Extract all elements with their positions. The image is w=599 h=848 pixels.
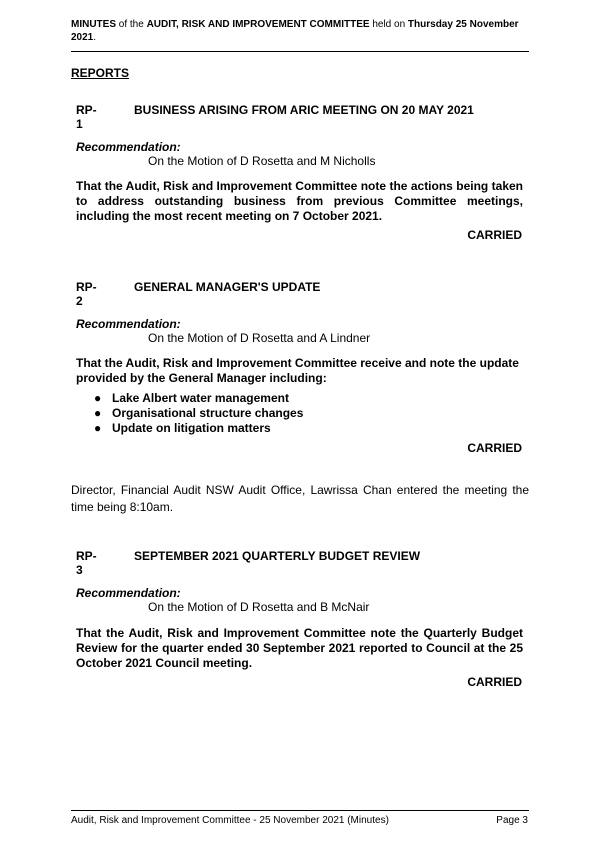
page-header [71,18,529,44]
list-item [94,421,303,436]
motion-text: On the Motion of D Rosetta and M Nicholls [148,154,376,168]
header-period: . [93,32,97,43]
header-divider [71,51,529,52]
header-committee: AUDIT, RISK AND IMPROVEMENT COMMITTEE [146,19,370,30]
recommendation-label: Recommendation: [76,140,181,154]
item-title: SEPTEMBER 2021 QUARTERLY BUDGET REVIEW [134,549,421,563]
item-number: RP-2 [76,280,97,308]
header-held-on: held on [369,19,408,30]
recommendation-label: Recommendation: [76,586,181,600]
list-item-text: Lake Albert water management [112,391,289,405]
motion-text: On the Motion of D Rosetta and B McNair [148,600,370,614]
header-of: of the [116,19,147,30]
recommendation-label: Recommendation: [76,317,181,331]
footer-title: Audit, Risk and Improvement Committee - 25 November 2021 (Minutes) [71,815,389,826]
list-item-text: Update on litigation matters [112,421,271,435]
bullet-icon: ● [94,406,102,420]
item-title: GENERAL MANAGER'S UPDATE [134,280,321,294]
carried-label: CARRIED [467,675,522,689]
bullet-list [94,391,303,436]
header-date: Thursday 25 November 2021 [71,19,519,43]
carried-label: CARRIED [467,441,522,455]
list-item-text: Organisational structure changes [112,406,304,420]
header-minutes: MINUTES [71,19,116,30]
section-title: REPORTS [71,66,130,80]
item-number: RP-1 [76,103,97,131]
item-number: RP-3 [76,549,97,577]
footer-divider [71,810,529,811]
carried-label: CARRIED [467,228,522,242]
attendance-note: Director, Financial Audit NSW Audit Office, Lawrissa Chan entered the meeting the time being 8:10am. [71,483,529,514]
item-title: BUSINESS ARISING FROM ARIC MEETING ON 20 MAY 2021 [134,103,474,117]
bullet-icon: ● [94,391,102,405]
resolution-text: That the Audit, Risk and Improvement Committee receive and note the update provided by the General Manager including: [76,356,519,385]
list-item [94,406,303,421]
page-number: Page 3 [496,815,528,826]
motion-text: On the Motion of D Rosetta and A Lindner [148,331,371,345]
bullet-icon: ● [94,421,102,435]
resolution-text: That the Audit, Risk and Improvement Committee note the actions being taken to address outstanding business from previous Committee meetings, including the most recent meeting on 7 October 2021. [76,179,523,223]
list-item [94,391,303,406]
resolution-text: That the Audit, Risk and Improvement Committee note the Quarterly Budget Review for the quarter ended 30 September 2021 reported to Council at the 25 October 2021 Council meeting. [76,626,523,670]
